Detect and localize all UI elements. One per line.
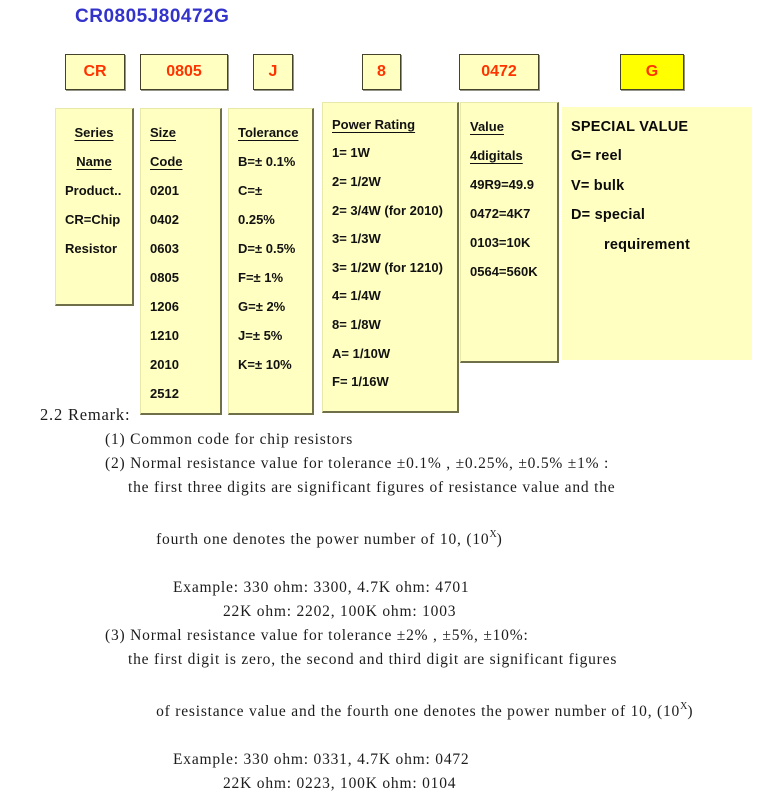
- legend-item: 1= 1W: [332, 145, 370, 161]
- column-header: Tolerance: [238, 125, 299, 140]
- legend-item: 3= 1/2W (for 1210): [332, 259, 443, 275]
- column-header: Value: [470, 119, 504, 134]
- remark-example: 22K ohm: 2202, 100K ohm: 1003: [223, 603, 457, 621]
- column-header: Power Rating: [332, 116, 416, 132]
- superscript-x: X: [489, 529, 497, 540]
- legend-item: 1206: [150, 299, 179, 314]
- column-header: Name: [76, 154, 112, 169]
- legend-item: 0603: [150, 241, 179, 256]
- column-header: Series: [74, 125, 114, 140]
- legend-item: 0564=560K: [470, 264, 538, 279]
- remark-item-1: (1) Common code for chip resistors: [105, 431, 354, 448]
- legend-item: Resistor: [65, 241, 118, 256]
- legend-item: F=± 1%: [238, 270, 284, 285]
- legend-item: 4= 1/4W: [332, 288, 381, 304]
- legend-item: B=± 0.1%: [238, 154, 296, 169]
- legend-item: 1210: [150, 328, 179, 343]
- remark-heading: 2.2 Remark:: [40, 405, 131, 424]
- legend-item: 2= 3/4W (for 2010): [332, 202, 443, 218]
- legend-column-tolerance: [228, 108, 314, 415]
- legend-item: D=± 0.5%: [238, 241, 296, 256]
- legend-item: G=± 2%: [238, 299, 286, 314]
- remark-item-2-line: [40, 500, 770, 576]
- legend-item: G= reel: [571, 148, 622, 165]
- remark-text: fourth one denotes the power number of 10, (10: [156, 531, 490, 549]
- remark-example: 22K ohm: 0223, 100K ohm: 0104: [223, 775, 457, 793]
- column-header: Size: [150, 125, 177, 140]
- legend-item: 49R9=49.9: [470, 177, 534, 192]
- code-box-value: 0472: [459, 54, 539, 90]
- column-header: Code: [150, 154, 183, 169]
- legend-item: 2010: [150, 357, 179, 372]
- legend-item: Product..: [65, 183, 122, 198]
- column-header: 4digitals: [470, 148, 523, 163]
- legend-item: 0201: [150, 183, 179, 198]
- legend-item: 2= 1/2W: [332, 173, 381, 189]
- remark-text: of resistance value and the fourth one denotes the power number of 10, (10: [156, 703, 681, 721]
- legend-item: 2512: [150, 386, 179, 401]
- legend-item: 0103=10K: [470, 235, 531, 250]
- legend-item: requirement: [604, 236, 690, 253]
- legend-item: 0402: [150, 212, 179, 227]
- legend-item: D= special: [571, 207, 646, 224]
- remark-text: ): [496, 531, 503, 549]
- legend-item: 0.25%: [238, 212, 275, 227]
- legend-item: 3= 1/3W: [332, 231, 381, 247]
- remark-item-3: (3) Normal resistance value for tolerance ±2% , ±5%, ±10%:: [105, 627, 529, 645]
- remark-item-3-line: [40, 672, 770, 748]
- legend-item: 0805: [150, 270, 179, 285]
- legend-column-value: [460, 102, 559, 363]
- legend-item: J=± 5%: [238, 328, 283, 343]
- legend-item: C=±: [238, 183, 263, 198]
- legend-item: CR=Chip: [65, 212, 121, 227]
- code-box-series: CR: [65, 54, 125, 90]
- legend-item: 0472=4K7: [470, 206, 531, 221]
- remark-example: Example: 330 ohm: 3300, 4.7K ohm: 4701: [173, 579, 470, 597]
- legend-column-series-name: [55, 108, 134, 306]
- column-header: SPECIAL VALUE: [571, 118, 689, 135]
- code-box-special: G: [620, 54, 684, 90]
- remark-item-2-line: the first three digits are significant figures of resistance value and the: [128, 479, 616, 496]
- page-title: CR0805J80472G: [75, 6, 230, 27]
- remark-text: ): [687, 703, 694, 721]
- legend-column-size-code: [140, 108, 222, 415]
- superscript-x: X: [680, 701, 688, 713]
- legend-column-power-rating: [322, 102, 459, 413]
- legend-item: K=± 10%: [238, 357, 292, 372]
- remark-item-2: (2) Normal resistance value for tolerance ±0.1% , ±0.25%, ±0.5% ±1% :: [105, 455, 610, 472]
- legend-item: A= 1/10W: [332, 345, 391, 361]
- remark-example: Example: 330 ohm: 0331, 4.7K ohm: 0472: [173, 751, 470, 769]
- legend-item: V= bulk: [571, 177, 625, 194]
- code-box-tolerance: J: [253, 54, 293, 90]
- legend-item: 8= 1/8W: [332, 316, 381, 332]
- legend-column-special-value: [562, 107, 752, 360]
- code-box-size: 0805: [140, 54, 228, 90]
- remark-item-3-line: the first digit is zero, the second and third digit are significant figures: [128, 651, 618, 669]
- remark-section: [40, 402, 770, 796]
- legend-item: F= 1/16W: [332, 374, 389, 390]
- code-box-power: 8: [362, 54, 401, 90]
